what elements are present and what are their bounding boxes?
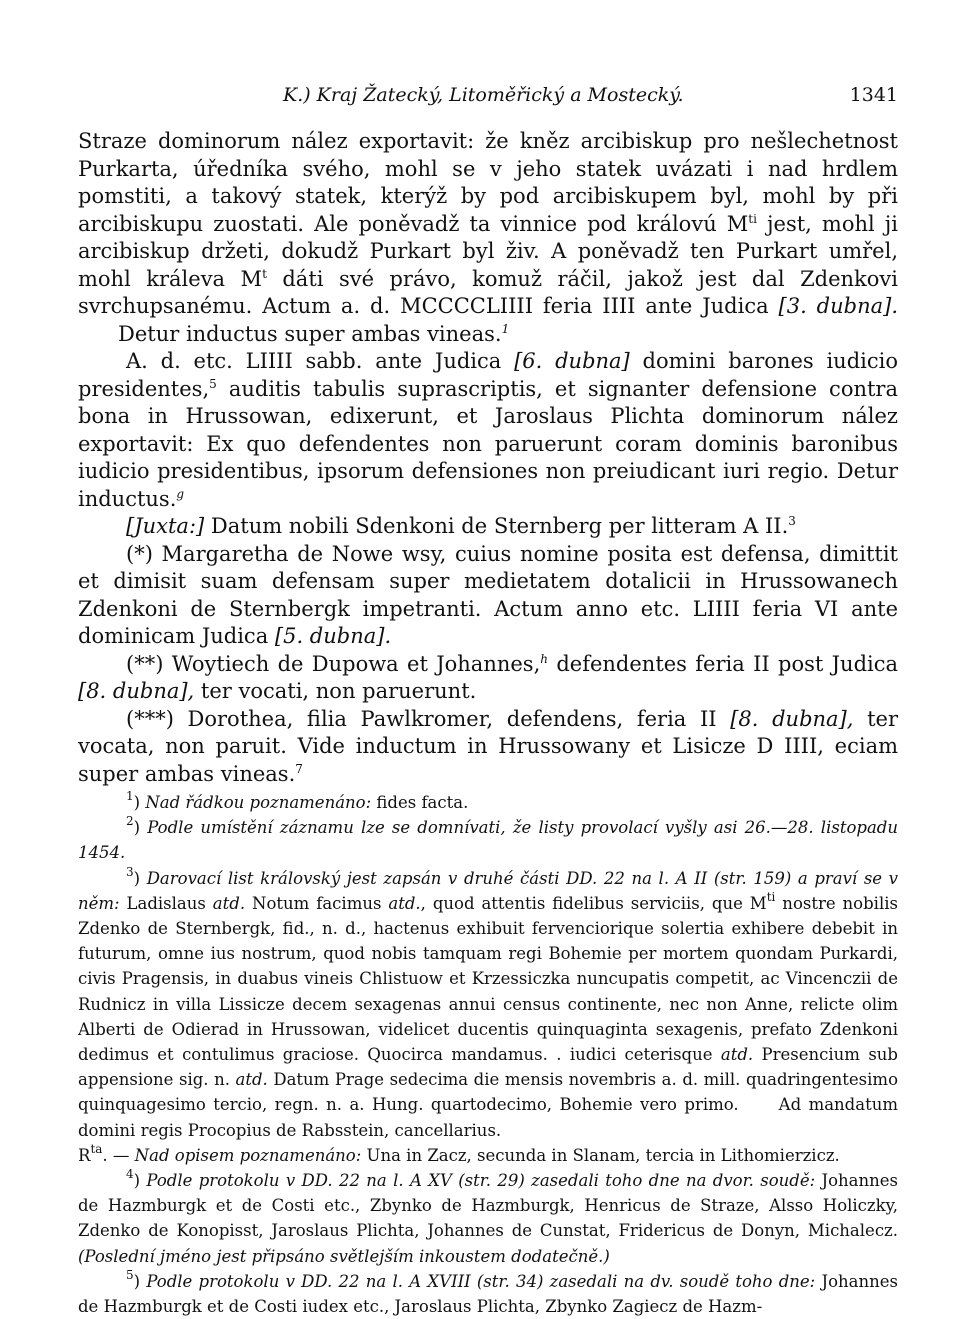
- footnote-ref: g: [176, 486, 185, 501]
- footnote-ref: 7: [295, 761, 303, 776]
- footnote: $^2$) Podle umístění záznamu lze se domnívati, že listy provolací vyšly asi 26.—28. listopadu 1454.: [78, 814, 898, 863]
- page-number: 1341: [849, 84, 898, 106]
- running-header: [78, 84, 898, 110]
- footnote: $^3$) Darovací list královský jest zapsán v druhé části DD. 22 na l. A II (str. 159) a praví se v něm: Ladislaus atd. Notum facimus atd., quod attentis fidelibus serviciis, que $M^{ti}$ nostre nobilis Zdenko de Sternbergk, fid., n. d., hactenus exhibuit fervenciorique solertia exhibere debebit in futurum, omne ius nostrum, quod nobis tamquam regi Bohemie per mortem quondam Purkardi, civis Pragensis, in duabus vineis Chlistuow et Krzessiczka nuncupatis competit, ac Vincenczii de Rudnicz in villa Lissicze decem sexagenas annui census continente, nec non Anne, relicte olim Alberti de Odierad in Hrussowan, videlicet ducentis quinquaginta sexagenis, prefato Zdenkoni dedimus et contulimus graciose. Quocirca mandamus. . iudici ceterisque atd. Presencium sub appensione sig. n. atd. Datum Prage sedecima die mensis novembris a. d. mill. quadringentesimo quinquagesimo tercio, regn. n. a. Hung. quartodecimo, Bohemie vero primo. Ad mandatum domini regis Procopius de Rabsstein, cancellarius. $R^{ta}$. — Nad opisem poznamenáno: Una in Zacz, secunda in Slanam, tercia in Lithomierzicz.: [78, 864, 898, 1165]
- document-page: [78, 84, 898, 1319]
- footnote-ref: 3: [788, 514, 796, 528]
- paragraph: [Juxta:] Datum nobili Sdenkoni de Sternberg per litteram A II.$^3$: [126, 514, 796, 538]
- paragraph: (**) Woytiech de Dupowa et Johannes,$^h$ defendentes feria II post Judica [8. dubna], ter vocati, non paruerunt.: [78, 651, 899, 703]
- footnote: $^1$) Nad řádkou poznamenáno: fides facta.: [126, 789, 469, 812]
- main-text: [78, 128, 898, 788]
- footnote: $^5$) Podle protokolu v DD. 22 na l. A XVIII (str. 34) zasedali na dv. soudě toho dne: Johannes de Hazmburgk et de Costi iudex etc., Jaroslaus Plichta, Zbynko Zagiecz de Hazm-: [78, 1267, 898, 1317]
- footnote-ref: h: [540, 651, 548, 666]
- footnote-ref: 1: [501, 321, 510, 336]
- paragraph: (*) Margaretha de Nowe wsy, cuius nomine posita est defensa, dimittit et dimisit suam defensam super medietatem dotalicii in Hrussowanech Zdenkoni de Sternbergk impetranti. Actum anno etc. LIIII feria VI ante dominicam Judica [5. dubna].: [78, 541, 898, 648]
- paragraph: A. d. etc. LIIII sabb. ante Judica [6. dubna] domini barones iudicio presidentes,$^5$ auditis tabulis suprascriptis, et signanter defensione contra bona in Hrussowan, edixerunt, et Jaroslaus Plichta dominorum nález exportavit: Ex quo defendentes non paruerunt coram dominis baronibus iudicio presidentibus, ipsorum defensiones non preiudicant iuri regio. Detur inductus.$^g$: [78, 349, 898, 511]
- paragraph: (***) Dorothea, filia Pawlkromer, defendens, feria II [8. dubna], ter vocata, non paruit. Vide inductum in Hrussowany et Lisicze D IIII, eciam super ambas vineas.$^7$: [78, 706, 898, 786]
- paragraph: Straze dominorum nález exportavit: že kněz arcibiskup pro nešlechetnost Purkarta, úředníka svého, mohl se v jeho statek uvázati i nad hrdlem pomstiti, a takový statek, kterýž by pod arcibiskupem byl, mohl by při arcibiskupu zuostati. Ale poněvadž ta vinnice pod královú $M^{ti}$ jest, mohl ji arcibiskup držeti, dokudž Purkart byl živ. A poněvadž ten Purkart umřel, mohl králeva $M^t$ dáti své právo, komuž ráčil, jakož jest dal Zdenkovi svrchupsanému. Actum a. d. MCCCCLIIII feria IIII ante Judica [3. dubna].Detur inductus super ambas vineas.$^1$: [78, 129, 899, 346]
- footnote-ref: 5: [209, 376, 217, 391]
- footnote: $^4$) Podle protokolu v DD. 22 na l. A XV (str. 29) zasedali toho dne na dvor. soudě: Johannes de Hazmburgk et de Costi etc., Zbynko de Hazmburgk, Henricus de Straze, Alsso Holiczky, Zdenko de Konopisst, Jaroslaus Plichta, Johannes de Cunstat, Fridericus de Donyn, Michalecz. (Poslední jméno jest připsáno světlejším inkoustem dodatečně.): [78, 1167, 898, 1266]
- running-title: K.) Kraj Žatecký, Litoměřický a Mostecký.: [283, 84, 684, 106]
- footnotes: [78, 790, 898, 1319]
